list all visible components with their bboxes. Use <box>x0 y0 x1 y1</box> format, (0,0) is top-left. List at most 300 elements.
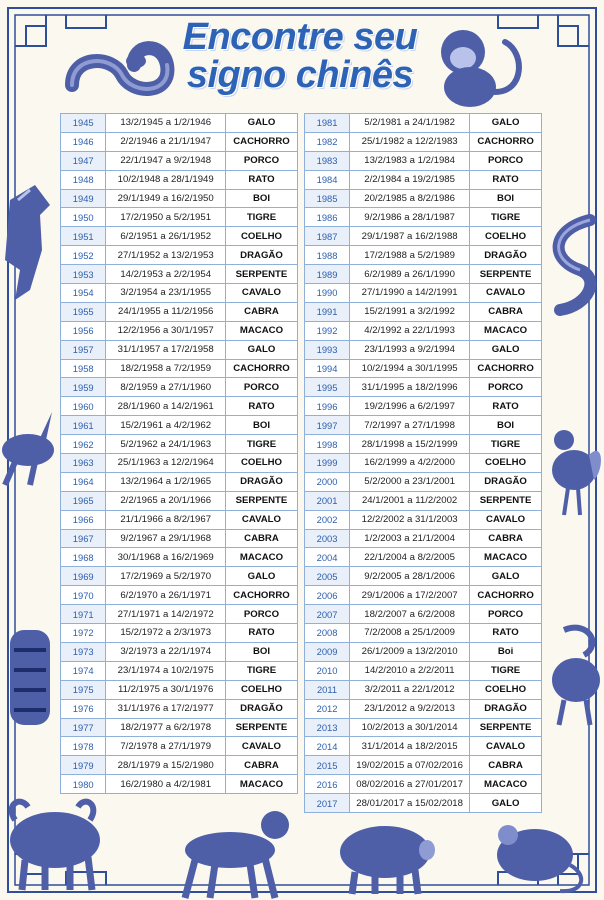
date-range-cell: 14/2/2010 a 2/2/2011 <box>350 661 470 680</box>
table-row <box>61 416 298 435</box>
date-range-cell: 13/2/1983 a 1/2/1984 <box>350 151 470 170</box>
date-range-cell: 23/1/1974 a 10/2/1975 <box>106 661 226 680</box>
sign-cell: RATO <box>225 624 297 643</box>
date-range-cell: 24/1/2001 a 11/2/2002 <box>350 491 470 510</box>
year-cell: 1952 <box>61 246 106 265</box>
date-range-cell: 24/1/1955 a 11/2/1956 <box>106 302 226 321</box>
date-range-cell: 17/2/1950 a 5/2/1951 <box>106 208 226 227</box>
date-range-cell: 3/2/2011 a 22/1/2012 <box>350 680 470 699</box>
sign-cell: RATO <box>225 170 297 189</box>
table-row <box>61 718 298 737</box>
sign-cell: PORCO <box>225 605 297 624</box>
page-title <box>150 18 450 94</box>
table-row <box>61 340 298 359</box>
year-cell: 2015 <box>305 756 350 775</box>
sign-cell: CACHORRO <box>225 359 297 378</box>
sign-cell: RATO <box>225 397 297 416</box>
date-range-cell: 30/1/1968 a 16/2/1969 <box>106 548 226 567</box>
date-range-cell: 1/2/2003 a 21/1/2004 <box>350 529 470 548</box>
year-cell: 1957 <box>61 340 106 359</box>
sign-table-right <box>304 113 542 813</box>
date-range-cell: 29/1/1949 a 16/2/1950 <box>106 189 226 208</box>
table-row <box>61 756 298 775</box>
sign-cell: DRAGÃO <box>470 699 542 718</box>
table-row <box>305 510 542 529</box>
year-cell: 1985 <box>305 189 350 208</box>
table-row <box>305 170 542 189</box>
year-cell: 1962 <box>61 435 106 454</box>
date-range-cell: 3/2/1954 a 23/1/1955 <box>106 284 226 303</box>
horse-icon <box>0 180 60 310</box>
table-row <box>305 416 542 435</box>
date-range-cell: 22/1/2004 a 8/2/2005 <box>350 548 470 567</box>
date-range-cell: 17/2/1988 a 5/2/1989 <box>350 246 470 265</box>
sign-cell: CABRA <box>225 529 297 548</box>
date-range-cell: 2/2/1965 a 20/1/1966 <box>106 491 226 510</box>
date-range-cell: 15/2/1991 a 3/2/1992 <box>350 302 470 321</box>
sign-cell: SERPENTE <box>470 718 542 737</box>
sign-cell: Boi <box>470 642 542 661</box>
year-cell: 1958 <box>61 359 106 378</box>
dog-icon <box>165 800 295 900</box>
year-cell: 1992 <box>305 321 350 340</box>
year-cell: 1980 <box>61 775 106 794</box>
date-range-cell: 14/2/1953 a 2/2/1954 <box>106 265 226 284</box>
date-range-cell: 28/1/1979 a 15/2/1980 <box>106 756 226 775</box>
year-cell: 1950 <box>61 208 106 227</box>
date-range-cell: 4/2/1992 a 22/1/1993 <box>350 321 470 340</box>
year-cell: 1963 <box>61 454 106 473</box>
title-line-1: Encontre seu <box>182 16 418 58</box>
title-line-2: signo chinês <box>186 54 414 96</box>
year-cell: 2014 <box>305 737 350 756</box>
sign-cell: TIGRE <box>225 661 297 680</box>
table-row <box>61 548 298 567</box>
table-row <box>305 321 542 340</box>
year-cell: 1982 <box>305 132 350 151</box>
sign-cell: MACACO <box>470 321 542 340</box>
date-range-cell: 10/2/1994 a 30/1/1995 <box>350 359 470 378</box>
year-cell: 1973 <box>61 642 106 661</box>
sign-cell: DRAGÃO <box>225 472 297 491</box>
table-row <box>305 284 542 303</box>
sign-table-left <box>60 113 298 794</box>
sign-cell: PORCO <box>470 151 542 170</box>
year-cell: 1956 <box>61 321 106 340</box>
ox-icon <box>0 785 110 895</box>
sign-cell: SERPENTE <box>225 491 297 510</box>
year-cell: 1977 <box>61 718 106 737</box>
table-row <box>61 265 298 284</box>
year-cell: 1988 <box>305 246 350 265</box>
table-row <box>61 737 298 756</box>
date-range-cell: 31/1/2014 a 18/2/2015 <box>350 737 470 756</box>
date-range-cell: 6/2/1951 a 26/1/1952 <box>106 227 226 246</box>
table-row <box>305 132 542 151</box>
sign-cell: CABRA <box>470 756 542 775</box>
year-cell: 2004 <box>305 548 350 567</box>
table-row <box>61 284 298 303</box>
year-cell: 1959 <box>61 378 106 397</box>
year-cell: 2006 <box>305 586 350 605</box>
sign-cell: CAVALO <box>470 284 542 303</box>
sign-cell: SERPENTE <box>470 491 542 510</box>
table-row <box>61 510 298 529</box>
date-range-cell: 20/2/1985 a 8/2/1986 <box>350 189 470 208</box>
year-cell: 1993 <box>305 340 350 359</box>
sign-cell: TIGRE <box>225 208 297 227</box>
table-row <box>61 775 298 794</box>
sign-cell: CAVALO <box>470 737 542 756</box>
date-range-cell: 6/2/1989 a 26/1/1990 <box>350 265 470 284</box>
year-cell: 2012 <box>305 699 350 718</box>
year-cell: 1971 <box>61 605 106 624</box>
table-row <box>305 491 542 510</box>
year-cell: 1967 <box>61 529 106 548</box>
year-cell: 1951 <box>61 227 106 246</box>
date-range-cell: 12/2/1956 a 30/1/1957 <box>106 321 226 340</box>
date-range-cell: 3/2/1973 a 22/1/1974 <box>106 642 226 661</box>
date-range-cell: 29/1/2006 a 17/2/2007 <box>350 586 470 605</box>
date-range-cell: 28/1/1998 a 15/2/1999 <box>350 435 470 454</box>
sign-cell: CABRA <box>470 529 542 548</box>
sign-cell: CAVALO <box>225 284 297 303</box>
year-cell: 1994 <box>305 359 350 378</box>
sign-cell: RATO <box>470 170 542 189</box>
date-range-cell: 2/2/1946 a 21/1/1947 <box>106 132 226 151</box>
date-range-cell: 15/2/1972 a 2/3/1973 <box>106 624 226 643</box>
date-range-cell: 25/1/1963 a 12/2/1964 <box>106 454 226 473</box>
date-range-cell: 10/2/2013 a 30/1/2014 <box>350 718 470 737</box>
year-cell: 2016 <box>305 775 350 794</box>
sign-cell: CABRA <box>225 302 297 321</box>
table-row <box>61 586 298 605</box>
sign-cell: CACHORRO <box>470 132 542 151</box>
table-row <box>305 680 542 699</box>
table-row <box>61 114 298 133</box>
date-range-cell: 27/1/1952 a 13/2/1953 <box>106 246 226 265</box>
table-row <box>305 586 542 605</box>
table-row <box>61 529 298 548</box>
date-range-cell: 5/2/1962 a 24/1/1963 <box>106 435 226 454</box>
year-cell: 1976 <box>61 699 106 718</box>
table-row <box>61 454 298 473</box>
sign-cell: MACACO <box>225 775 297 794</box>
table-row <box>305 794 542 813</box>
table-row <box>61 472 298 491</box>
year-cell: 1947 <box>61 151 106 170</box>
sign-cell: CACHORRO <box>470 359 542 378</box>
sign-cell: DRAGÃO <box>225 699 297 718</box>
year-cell: 1960 <box>61 397 106 416</box>
table-row <box>61 699 298 718</box>
table-row <box>305 435 542 454</box>
table-row <box>61 605 298 624</box>
goat-icon <box>544 620 604 730</box>
table-row <box>61 397 298 416</box>
rooster-icon <box>544 420 604 520</box>
sign-cell: MACACO <box>470 548 542 567</box>
table-row <box>305 775 542 794</box>
table-row <box>305 189 542 208</box>
year-cell: 1998 <box>305 435 350 454</box>
sign-cell: CAVALO <box>225 510 297 529</box>
date-range-cell: 9/2/1986 a 28/1/1987 <box>350 208 470 227</box>
sign-cell: PORCO <box>225 151 297 170</box>
rat-icon <box>480 805 590 895</box>
sign-cell: COELHO <box>225 454 297 473</box>
year-cell: 1968 <box>61 548 106 567</box>
year-cell: 2017 <box>305 794 350 813</box>
sign-cell: BOI <box>225 416 297 435</box>
table-row <box>61 151 298 170</box>
table-row <box>305 302 542 321</box>
date-range-cell: 19/02/2015 a 07/02/2016 <box>350 756 470 775</box>
table-row <box>305 359 542 378</box>
year-cell: 1955 <box>61 302 106 321</box>
date-range-cell: 19/2/1996 a 6/2/1997 <box>350 397 470 416</box>
table-row <box>305 227 542 246</box>
date-range-cell: 6/2/1970 a 26/1/1971 <box>106 586 226 605</box>
date-range-cell: 25/1/1982 a 12/2/1983 <box>350 132 470 151</box>
sign-cell: PORCO <box>225 378 297 397</box>
sign-cell: GALO <box>225 567 297 586</box>
sign-cell: CACHORRO <box>225 132 297 151</box>
table-row <box>61 302 298 321</box>
year-cell: 1974 <box>61 661 106 680</box>
year-cell: 1948 <box>61 170 106 189</box>
date-range-cell: 28/01/2017 a 15/02/2018 <box>350 794 470 813</box>
table-row <box>61 435 298 454</box>
date-range-cell: 13/2/1945 a 1/2/1946 <box>106 114 226 133</box>
year-cell: 2005 <box>305 567 350 586</box>
table-row <box>305 661 542 680</box>
table-row <box>305 340 542 359</box>
table-row <box>61 661 298 680</box>
date-range-cell: 7/2/2008 a 25/1/2009 <box>350 624 470 643</box>
sign-cell: COELHO <box>225 227 297 246</box>
sign-cell: BOI <box>470 189 542 208</box>
sign-cell: TIGRE <box>470 208 542 227</box>
sign-cell: BOI <box>470 416 542 435</box>
date-range-cell: 11/2/1975 a 30/1/1976 <box>106 680 226 699</box>
table-row <box>61 321 298 340</box>
table-row <box>305 699 542 718</box>
date-range-cell: 18/2/1977 a 6/2/1978 <box>106 718 226 737</box>
table-row <box>305 114 542 133</box>
table-row <box>305 737 542 756</box>
year-cell: 2011 <box>305 680 350 699</box>
year-cell: 1961 <box>61 416 106 435</box>
year-cell: 1986 <box>305 208 350 227</box>
table-row <box>305 454 542 473</box>
year-cell: 1965 <box>61 491 106 510</box>
year-cell: 1953 <box>61 265 106 284</box>
year-cell: 1983 <box>305 151 350 170</box>
table-row <box>305 642 542 661</box>
date-range-cell: 2/2/1984 a 19/2/1985 <box>350 170 470 189</box>
year-cell: 1995 <box>305 378 350 397</box>
date-range-cell: 18/2/1958 a 7/2/1959 <box>106 359 226 378</box>
year-cell: 1979 <box>61 756 106 775</box>
sign-cell: RATO <box>470 397 542 416</box>
date-range-cell: 12/2/2002 a 31/1/2003 <box>350 510 470 529</box>
date-range-cell: 9/2/1967 a 29/1/1968 <box>106 529 226 548</box>
year-cell: 1989 <box>305 265 350 284</box>
table-row <box>61 491 298 510</box>
sign-cell: CAVALO <box>470 510 542 529</box>
sign-cell: COELHO <box>470 680 542 699</box>
date-range-cell: 15/2/1961 a 4/2/1962 <box>106 416 226 435</box>
table-row <box>61 680 298 699</box>
sign-cell: SERPENTE <box>470 265 542 284</box>
date-range-cell: 28/1/1960 a 14/2/1961 <box>106 397 226 416</box>
year-cell: 1984 <box>305 170 350 189</box>
sign-cell: TIGRE <box>225 435 297 454</box>
year-cell: 2003 <box>305 529 350 548</box>
date-range-cell: 18/2/2007 a 6/2/2008 <box>350 605 470 624</box>
rabbit-icon <box>0 410 60 490</box>
date-range-cell: 10/2/1948 a 28/1/1949 <box>106 170 226 189</box>
table-row <box>61 642 298 661</box>
sign-cell: DRAGÃO <box>225 246 297 265</box>
table-row <box>305 208 542 227</box>
table-row <box>61 359 298 378</box>
sign-cell: MACACO <box>225 321 297 340</box>
table-row <box>305 529 542 548</box>
table-row <box>305 756 542 775</box>
year-cell: 1990 <box>305 284 350 303</box>
table-row <box>61 132 298 151</box>
table-row <box>305 246 542 265</box>
year-cell: 2002 <box>305 510 350 529</box>
date-range-cell: 31/1/1976 a 17/2/1977 <box>106 699 226 718</box>
year-cell: 1946 <box>61 132 106 151</box>
sign-cell: COELHO <box>470 454 542 473</box>
year-cell: 1945 <box>61 114 106 133</box>
table-row <box>61 227 298 246</box>
sign-cell: GALO <box>470 114 542 133</box>
year-cell: 1978 <box>61 737 106 756</box>
table-row <box>305 265 542 284</box>
date-range-cell: 31/1/1957 a 17/2/1958 <box>106 340 226 359</box>
year-cell: 1996 <box>305 397 350 416</box>
pig-icon <box>330 810 440 895</box>
year-cell: 1981 <box>305 114 350 133</box>
table-row <box>61 170 298 189</box>
year-cell: 2001 <box>305 491 350 510</box>
sign-cell: TIGRE <box>470 435 542 454</box>
table-row <box>61 208 298 227</box>
sign-cell: DRAGÃO <box>470 246 542 265</box>
date-range-cell: 27/1/1971 a 14/2/1972 <box>106 605 226 624</box>
year-cell: 1964 <box>61 472 106 491</box>
sign-cell: GALO <box>470 340 542 359</box>
year-cell: 1975 <box>61 680 106 699</box>
date-range-cell: 5/2/2000 a 23/1/2001 <box>350 472 470 491</box>
sign-cell: MACACO <box>225 548 297 567</box>
table-row <box>305 624 542 643</box>
sign-cell: PORCO <box>470 378 542 397</box>
sign-cell: CAVALO <box>225 737 297 756</box>
date-range-cell: 16/2/1999 a 4/2/2000 <box>350 454 470 473</box>
date-range-cell: 22/1/1947 a 9/2/1948 <box>106 151 226 170</box>
year-cell: 2009 <box>305 642 350 661</box>
year-cell: 1972 <box>61 624 106 643</box>
date-range-cell: 17/2/1969 a 5/2/1970 <box>106 567 226 586</box>
table-row <box>305 397 542 416</box>
date-range-cell: 31/1/1995 a 18/2/1996 <box>350 378 470 397</box>
sign-cell: DRAGÃO <box>470 472 542 491</box>
sign-cell: TIGRE <box>470 661 542 680</box>
date-range-cell: 16/2/1980 a 4/2/1981 <box>106 775 226 794</box>
date-range-cell: 23/1/1993 a 9/2/1994 <box>350 340 470 359</box>
sign-cell: RATO <box>470 624 542 643</box>
sign-cell: CABRA <box>225 756 297 775</box>
sign-cell: CACHORRO <box>225 586 297 605</box>
date-range-cell: 26/1/2009 a 13/2/2010 <box>350 642 470 661</box>
sign-cell: COELHO <box>225 680 297 699</box>
sign-cell: GALO <box>470 794 542 813</box>
sign-cell: CACHORRO <box>470 586 542 605</box>
table-row <box>305 548 542 567</box>
sign-cell: COELHO <box>470 227 542 246</box>
year-cell: 1970 <box>61 586 106 605</box>
table-row <box>305 605 542 624</box>
year-cell: 2013 <box>305 718 350 737</box>
table-row <box>61 189 298 208</box>
table-row <box>61 567 298 586</box>
sign-cell: BOI <box>225 189 297 208</box>
date-range-cell: 13/2/1964 a 1/2/1965 <box>106 472 226 491</box>
sign-cell: GALO <box>225 114 297 133</box>
date-range-cell: 8/2/1959 a 27/1/1960 <box>106 378 226 397</box>
date-range-cell: 08/02/2016 a 27/01/2017 <box>350 775 470 794</box>
year-cell: 1991 <box>305 302 350 321</box>
sign-cell: MACACO <box>470 775 542 794</box>
date-range-cell: 7/2/1978 a 27/1/1979 <box>106 737 226 756</box>
date-range-cell: 23/1/2012 a 9/2/2013 <box>350 699 470 718</box>
table-row <box>61 378 298 397</box>
year-cell: 2007 <box>305 605 350 624</box>
tiger-icon <box>0 620 58 735</box>
year-cell: 1949 <box>61 189 106 208</box>
table-row <box>305 718 542 737</box>
sign-cell: BOI <box>225 642 297 661</box>
sign-cell: SERPENTE <box>225 265 297 284</box>
date-range-cell: 9/2/2005 a 28/1/2006 <box>350 567 470 586</box>
table-row <box>61 624 298 643</box>
sign-cell: GALO <box>470 567 542 586</box>
year-cell: 2010 <box>305 661 350 680</box>
year-cell: 1969 <box>61 567 106 586</box>
date-range-cell: 5/2/1981 a 24/1/1982 <box>350 114 470 133</box>
table-row <box>61 246 298 265</box>
sign-cell: GALO <box>225 340 297 359</box>
table-row <box>305 567 542 586</box>
sign-cell: SERPENTE <box>225 718 297 737</box>
date-range-cell: 27/1/1990 a 14/2/1991 <box>350 284 470 303</box>
table-row <box>305 378 542 397</box>
date-range-cell: 29/1/1987 a 16/2/1988 <box>350 227 470 246</box>
table-row <box>305 151 542 170</box>
date-range-cell: 21/1/1966 a 8/2/1967 <box>106 510 226 529</box>
year-cell: 1987 <box>305 227 350 246</box>
year-cell: 2008 <box>305 624 350 643</box>
year-cell: 1954 <box>61 284 106 303</box>
dragon-icon <box>540 210 604 320</box>
year-cell: 1966 <box>61 510 106 529</box>
